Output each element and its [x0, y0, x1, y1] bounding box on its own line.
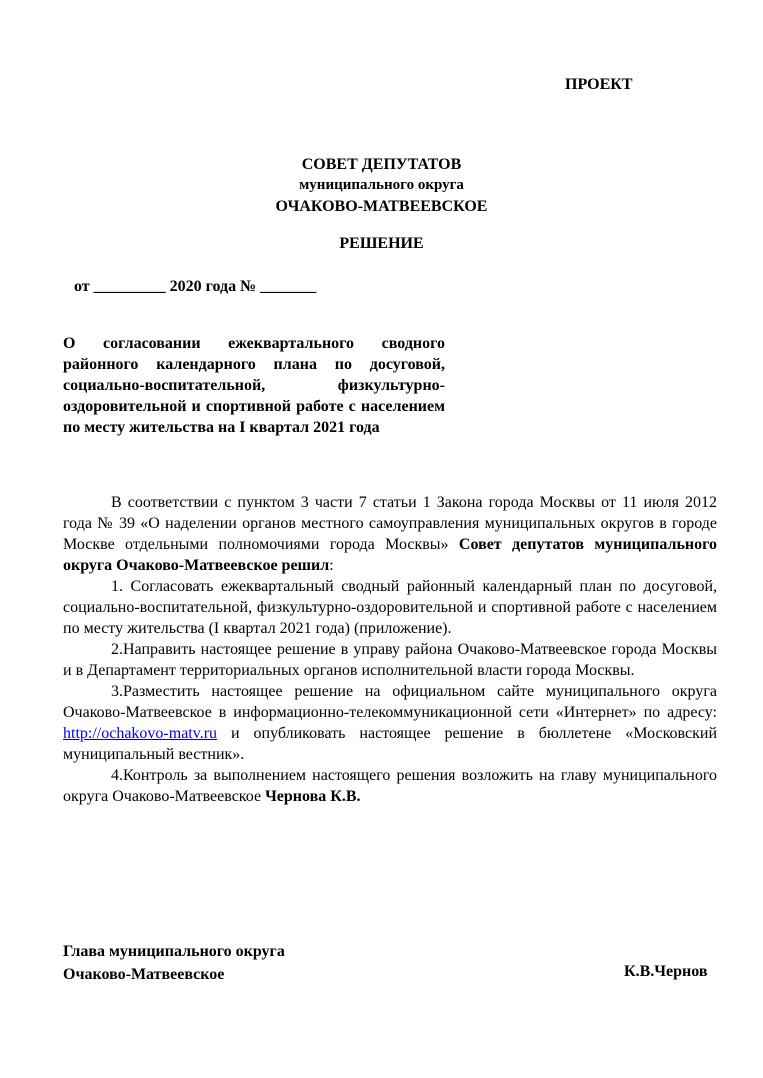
signature-title-line-2: Очаково-Матвеевское	[63, 966, 225, 983]
body-paragraph-2: 1. Согласовать ежеквартальный сводный районный календарный план по досуговой, социально-воспитательной, физкультурно-оздоровительной и спортивной работе с населением по месту жительства (I квартал 2021 года) (приложение).	[63, 578, 717, 637]
document-body	[63, 492, 717, 807]
district-name: ОЧАКОВО-МАТВЕЕВСКОЕ	[275, 198, 488, 215]
decision-phrase: Совет депутатов муниципального округа Очаково-Матвеевское решил	[63, 536, 717, 574]
signature-title-line-1: Глава муниципального округа	[63, 943, 285, 960]
website-link[interactable]: http://ochakovo-matv.ru	[63, 725, 218, 742]
decision-subject: О согласовании ежеквартального сводного районного календарного плана по досуговой, социально-воспитательной, физкультурно-оздоровительной и спортивной работе с населением по месту жительства на I квартал 2021 года	[63, 335, 445, 436]
preamble-colon: :	[329, 557, 334, 574]
signature-title	[63, 940, 285, 986]
paragraph-4-start: 3.Разместить настоящее решение на официальном сайте муниципального округа Очаково-Матвеевское в информационно-телекоммуникационной сети «Интернет» по адресу:	[63, 683, 717, 721]
draft-stamp: ПРОЕКТ	[565, 76, 633, 93]
signature-name: К.В.Чернов	[624, 963, 708, 980]
body-paragraph-3: 2.Направить настоящее решение в управу района Очаково-Матвеевское города Москвы и в Департамент территориальных органов исполнительной власти города Москвы.	[63, 641, 717, 679]
district-label: муниципального округа	[299, 177, 464, 193]
body-paragraph-5	[63, 765, 717, 807]
council-title: СОВЕТ ДЕПУТАТОВ	[301, 156, 462, 173]
preamble-text: В соответствии с пунктом 3 части 7 статьи 1 Закона города Москвы от 11 июля 2012 года № 39 «О наделении органов местного самоуправления муниципальных округов в городе Москве отдельными полномочиями города Москвы»	[63, 494, 717, 553]
document-header	[0, 154, 763, 217]
body-paragraph-1	[63, 492, 717, 576]
document-type: РЕШЕНИЕ	[339, 235, 424, 252]
paragraph-5-start: 4.Контроль за выполнением настоящего решения возложить на главу муниципального округа Очаково-Матвеевское	[63, 767, 717, 805]
date-number-line: от _________ 2020 года № _______	[74, 278, 317, 295]
responsible-person: Чернова К.В.	[265, 788, 361, 805]
paragraph-4-end: и опубликовать настоящее решение в бюллетене «Московский муниципальный вестник».	[63, 725, 717, 763]
body-paragraph-4	[63, 681, 717, 765]
